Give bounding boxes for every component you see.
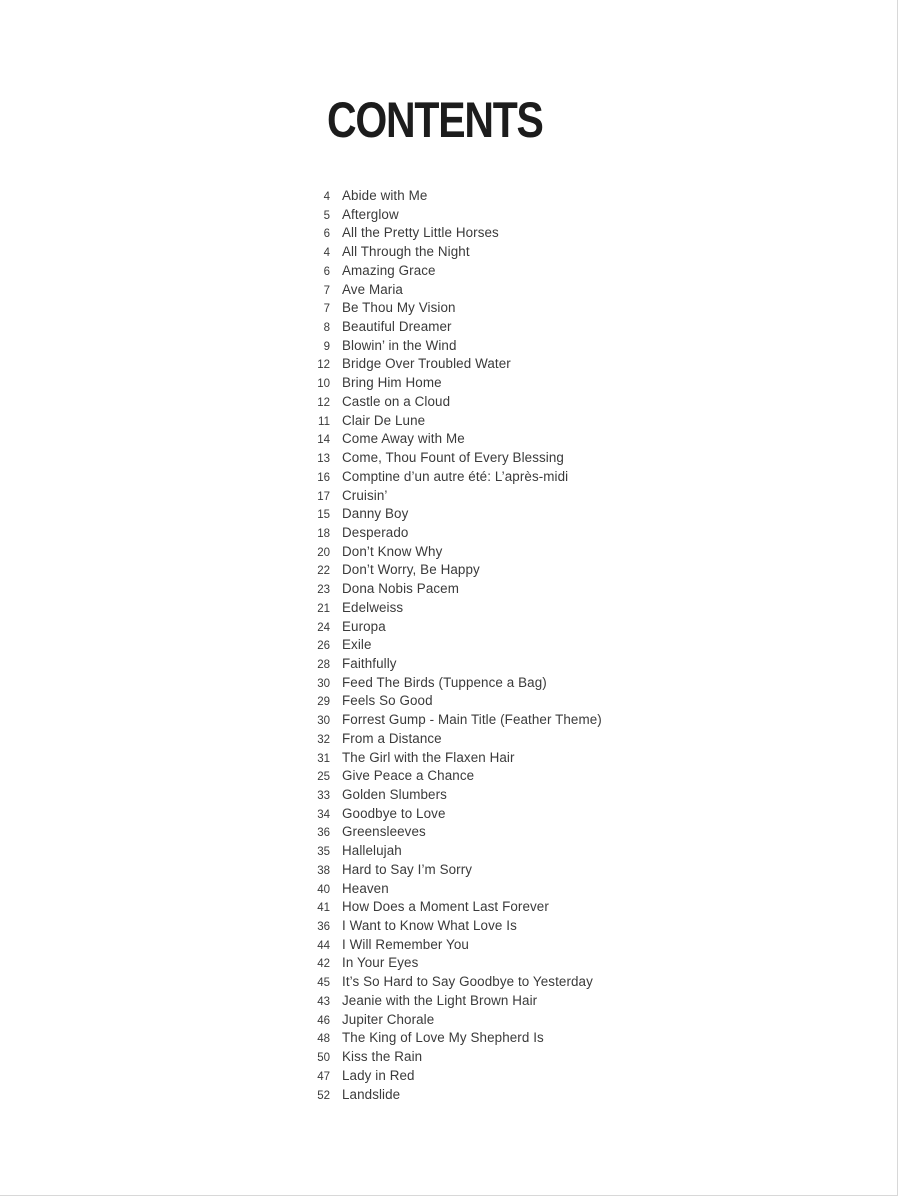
toc-page-number: 29 bbox=[317, 696, 330, 709]
toc-song-title: All Through the Night bbox=[342, 244, 470, 260]
toc-song-title: Come, Thou Fount of Every Blessing bbox=[342, 450, 564, 466]
toc-entry bbox=[300, 674, 700, 693]
toc-song-title: Golden Slumbers bbox=[342, 787, 447, 802]
toc-entry bbox=[300, 880, 700, 899]
toc-entry bbox=[300, 318, 700, 337]
toc-entry bbox=[300, 543, 700, 562]
toc-page-number: 43 bbox=[317, 995, 330, 1008]
toc-entry bbox=[300, 730, 700, 749]
toc-page-number: 7 bbox=[323, 284, 330, 297]
toc-entry bbox=[300, 337, 700, 356]
toc-page-number: 32 bbox=[317, 733, 330, 746]
toc-page-number: 15 bbox=[317, 509, 330, 522]
toc-page-number: 36 bbox=[317, 827, 330, 840]
toc-entry bbox=[300, 187, 700, 206]
toc-song-title: Greensleeves bbox=[342, 824, 426, 840]
toc-page-number: 48 bbox=[317, 1033, 330, 1046]
toc-entry bbox=[300, 262, 700, 281]
toc-page-number: 12 bbox=[317, 359, 330, 372]
toc-song-title: Danny Boy bbox=[342, 506, 409, 522]
toc-song-title: Clair De Lune bbox=[342, 412, 426, 428]
toc-entry bbox=[300, 823, 700, 842]
toc-entry bbox=[300, 767, 700, 786]
toc-page-number: 26 bbox=[317, 640, 330, 653]
toc-page-number: 12 bbox=[317, 396, 330, 409]
toc-page-number: 7 bbox=[323, 303, 330, 316]
toc-song-title: In Your Eyes bbox=[342, 955, 419, 971]
toc-entry bbox=[300, 299, 700, 318]
toc-song-title: Be Thou My Vision bbox=[342, 300, 456, 316]
toc-song-title: From a Distance bbox=[342, 730, 442, 746]
toc-page-number: 9 bbox=[323, 340, 330, 353]
toc-song-title: Landslide bbox=[342, 1086, 401, 1102]
toc-page-number: 46 bbox=[317, 1014, 330, 1027]
toc-entry bbox=[300, 224, 700, 243]
toc-page-number: 30 bbox=[317, 677, 330, 690]
toc-page-number: 52 bbox=[317, 1089, 330, 1102]
toc-entry bbox=[300, 580, 700, 599]
toc-song-title: Dona Nobis Pacem bbox=[342, 581, 459, 597]
toc-page-number: 25 bbox=[317, 771, 330, 784]
toc-song-title: Hard to Say I’m Sorry bbox=[342, 861, 473, 877]
toc-song-title: Europa bbox=[342, 618, 386, 634]
toc-page-number: 24 bbox=[317, 621, 330, 634]
toc-song-title: The Girl with the Flaxen Hair bbox=[342, 749, 515, 765]
toc-page-number: 21 bbox=[317, 602, 330, 615]
toc-entry bbox=[300, 992, 700, 1011]
toc-page-number: 41 bbox=[317, 902, 330, 915]
toc-song-title: Kiss the Rain bbox=[342, 1049, 423, 1065]
toc-entry bbox=[300, 599, 700, 618]
toc-entry bbox=[300, 636, 700, 655]
toc-entry bbox=[300, 393, 700, 412]
toc-entry bbox=[300, 1048, 700, 1067]
toc-entry bbox=[300, 430, 700, 449]
toc-entry bbox=[300, 281, 700, 300]
toc-song-title: Bridge Over Troubled Water bbox=[342, 356, 511, 372]
toc-entry bbox=[300, 861, 700, 880]
toc-page-number: 8 bbox=[323, 322, 330, 335]
toc-page-number: 11 bbox=[318, 415, 330, 428]
toc-page-number: 14 bbox=[317, 434, 330, 447]
toc-entry bbox=[300, 412, 700, 431]
toc-entry bbox=[300, 355, 700, 374]
toc-song-title: Faithfully bbox=[342, 655, 397, 671]
toc-entry bbox=[300, 711, 700, 730]
toc-song-title: I Want to Know What Love Is bbox=[342, 918, 517, 934]
toc-song-title: Blowin’ in the Wind bbox=[342, 337, 457, 353]
toc-song-title: Desperado bbox=[342, 524, 409, 540]
toc-entry bbox=[300, 374, 700, 393]
toc-entry bbox=[300, 468, 700, 487]
toc-page-number: 16 bbox=[317, 471, 330, 484]
toc-song-title: Goodbye to Love bbox=[342, 805, 446, 821]
toc-entry bbox=[300, 973, 700, 992]
toc-entry bbox=[300, 898, 700, 917]
toc-song-title: Give Peace a Chance bbox=[342, 768, 475, 784]
toc-page-number: 13 bbox=[317, 453, 330, 466]
toc-entry bbox=[300, 1086, 700, 1105]
toc-page-number: 5 bbox=[323, 209, 330, 222]
toc-song-title: Castle on a Cloud bbox=[342, 393, 451, 409]
toc-page-number: 20 bbox=[317, 546, 330, 559]
toc-page-number: 35 bbox=[317, 846, 330, 859]
toc-page-number: 23 bbox=[317, 584, 330, 597]
toc-page-number: 40 bbox=[317, 883, 330, 896]
toc-entry bbox=[300, 449, 700, 468]
toc-page-number: 6 bbox=[323, 228, 330, 241]
toc-song-title: Feed The Birds (Tuppence a Bag) bbox=[342, 674, 547, 690]
toc-song-title: Lady in Red bbox=[342, 1067, 415, 1083]
toc-song-title: Abide with Me bbox=[342, 188, 428, 203]
toc-song-title: Cruisin’ bbox=[342, 487, 388, 503]
toc-page-number: 22 bbox=[317, 565, 330, 578]
toc-page-number: 6 bbox=[323, 265, 330, 278]
toc-song-title: Amazing Grace bbox=[342, 262, 436, 278]
toc-entry bbox=[300, 618, 700, 637]
toc-song-title: Edelweiss bbox=[342, 599, 404, 615]
toc-entry bbox=[300, 524, 700, 543]
toc-song-title: I Will Remember You bbox=[342, 936, 469, 952]
toc-song-title: Jeanie with the Light Brown Hair bbox=[342, 992, 538, 1008]
toc-entry bbox=[300, 561, 700, 580]
toc-page-number: 10 bbox=[317, 378, 330, 391]
toc-song-title: Ave Maria bbox=[342, 281, 403, 297]
toc-page-number: 28 bbox=[317, 658, 330, 671]
toc-song-title: Hallelujah bbox=[342, 843, 402, 859]
toc-entry bbox=[300, 954, 700, 973]
toc-entry bbox=[300, 749, 700, 768]
toc-entry bbox=[300, 1029, 700, 1048]
toc-page-number: 17 bbox=[317, 490, 330, 503]
toc-entry bbox=[300, 206, 700, 225]
toc-page-number: 50 bbox=[317, 1052, 330, 1065]
toc-entry bbox=[300, 917, 700, 936]
toc-entry bbox=[300, 842, 700, 861]
toc-page-number: 36 bbox=[317, 921, 330, 934]
toc-song-title: How Does a Moment Last Forever bbox=[342, 899, 549, 915]
toc-song-title: The King of Love My Shepherd Is bbox=[342, 1030, 544, 1046]
toc-page-number: 33 bbox=[317, 790, 330, 802]
toc-song-title: Bring Him Home bbox=[342, 375, 442, 391]
toc-page-number: 38 bbox=[317, 864, 330, 877]
toc-page-number: 18 bbox=[317, 527, 330, 540]
toc-entry bbox=[300, 805, 700, 824]
toc-page-number: 44 bbox=[317, 939, 330, 952]
toc-page-number: 4 bbox=[323, 191, 330, 203]
toc-entry bbox=[300, 786, 700, 805]
toc-song-title: All the Pretty Little Horses bbox=[342, 225, 499, 241]
toc-song-title: Exile bbox=[342, 637, 372, 653]
toc-page-number: 31 bbox=[317, 752, 330, 765]
toc-song-title: Feels So Good bbox=[342, 693, 433, 709]
toc-page-number: 42 bbox=[317, 958, 330, 971]
toc-entry bbox=[300, 1067, 700, 1086]
toc-entry bbox=[300, 655, 700, 674]
toc-page-number: 30 bbox=[317, 715, 330, 728]
toc-entry bbox=[300, 936, 700, 955]
toc-page-number: 47 bbox=[317, 1070, 330, 1083]
toc-entry bbox=[300, 1011, 700, 1030]
toc-song-title: Beautiful Dreamer bbox=[342, 319, 452, 335]
toc-song-title: It’s So Hard to Say Goodbye to Yesterday bbox=[342, 974, 593, 990]
toc-entry bbox=[300, 692, 700, 711]
toc-song-title: Jupiter Chorale bbox=[342, 1011, 435, 1027]
toc-song-title: Come Away with Me bbox=[342, 431, 465, 447]
toc-page-number: 34 bbox=[317, 808, 330, 821]
toc-song-title: Don’t Know Why bbox=[342, 543, 443, 559]
table-of-contents bbox=[300, 187, 700, 1104]
toc-song-title: Heaven bbox=[342, 880, 389, 896]
toc-page-number: 45 bbox=[317, 977, 330, 990]
toc-song-title: Don’t Worry, Be Happy bbox=[342, 562, 480, 578]
toc-entry bbox=[300, 505, 700, 524]
toc-entry bbox=[300, 487, 700, 506]
toc-song-title: Forrest Gump - Main Title (Feather Theme) bbox=[342, 712, 602, 728]
toc-page-number: 4 bbox=[323, 247, 330, 260]
toc-song-title: Afterglow bbox=[342, 206, 399, 222]
toc-entry bbox=[300, 243, 700, 262]
toc-song-title: Comptine d’un autre été: L’après-midi bbox=[342, 468, 569, 484]
page-title: CONTENTS bbox=[327, 92, 543, 148]
